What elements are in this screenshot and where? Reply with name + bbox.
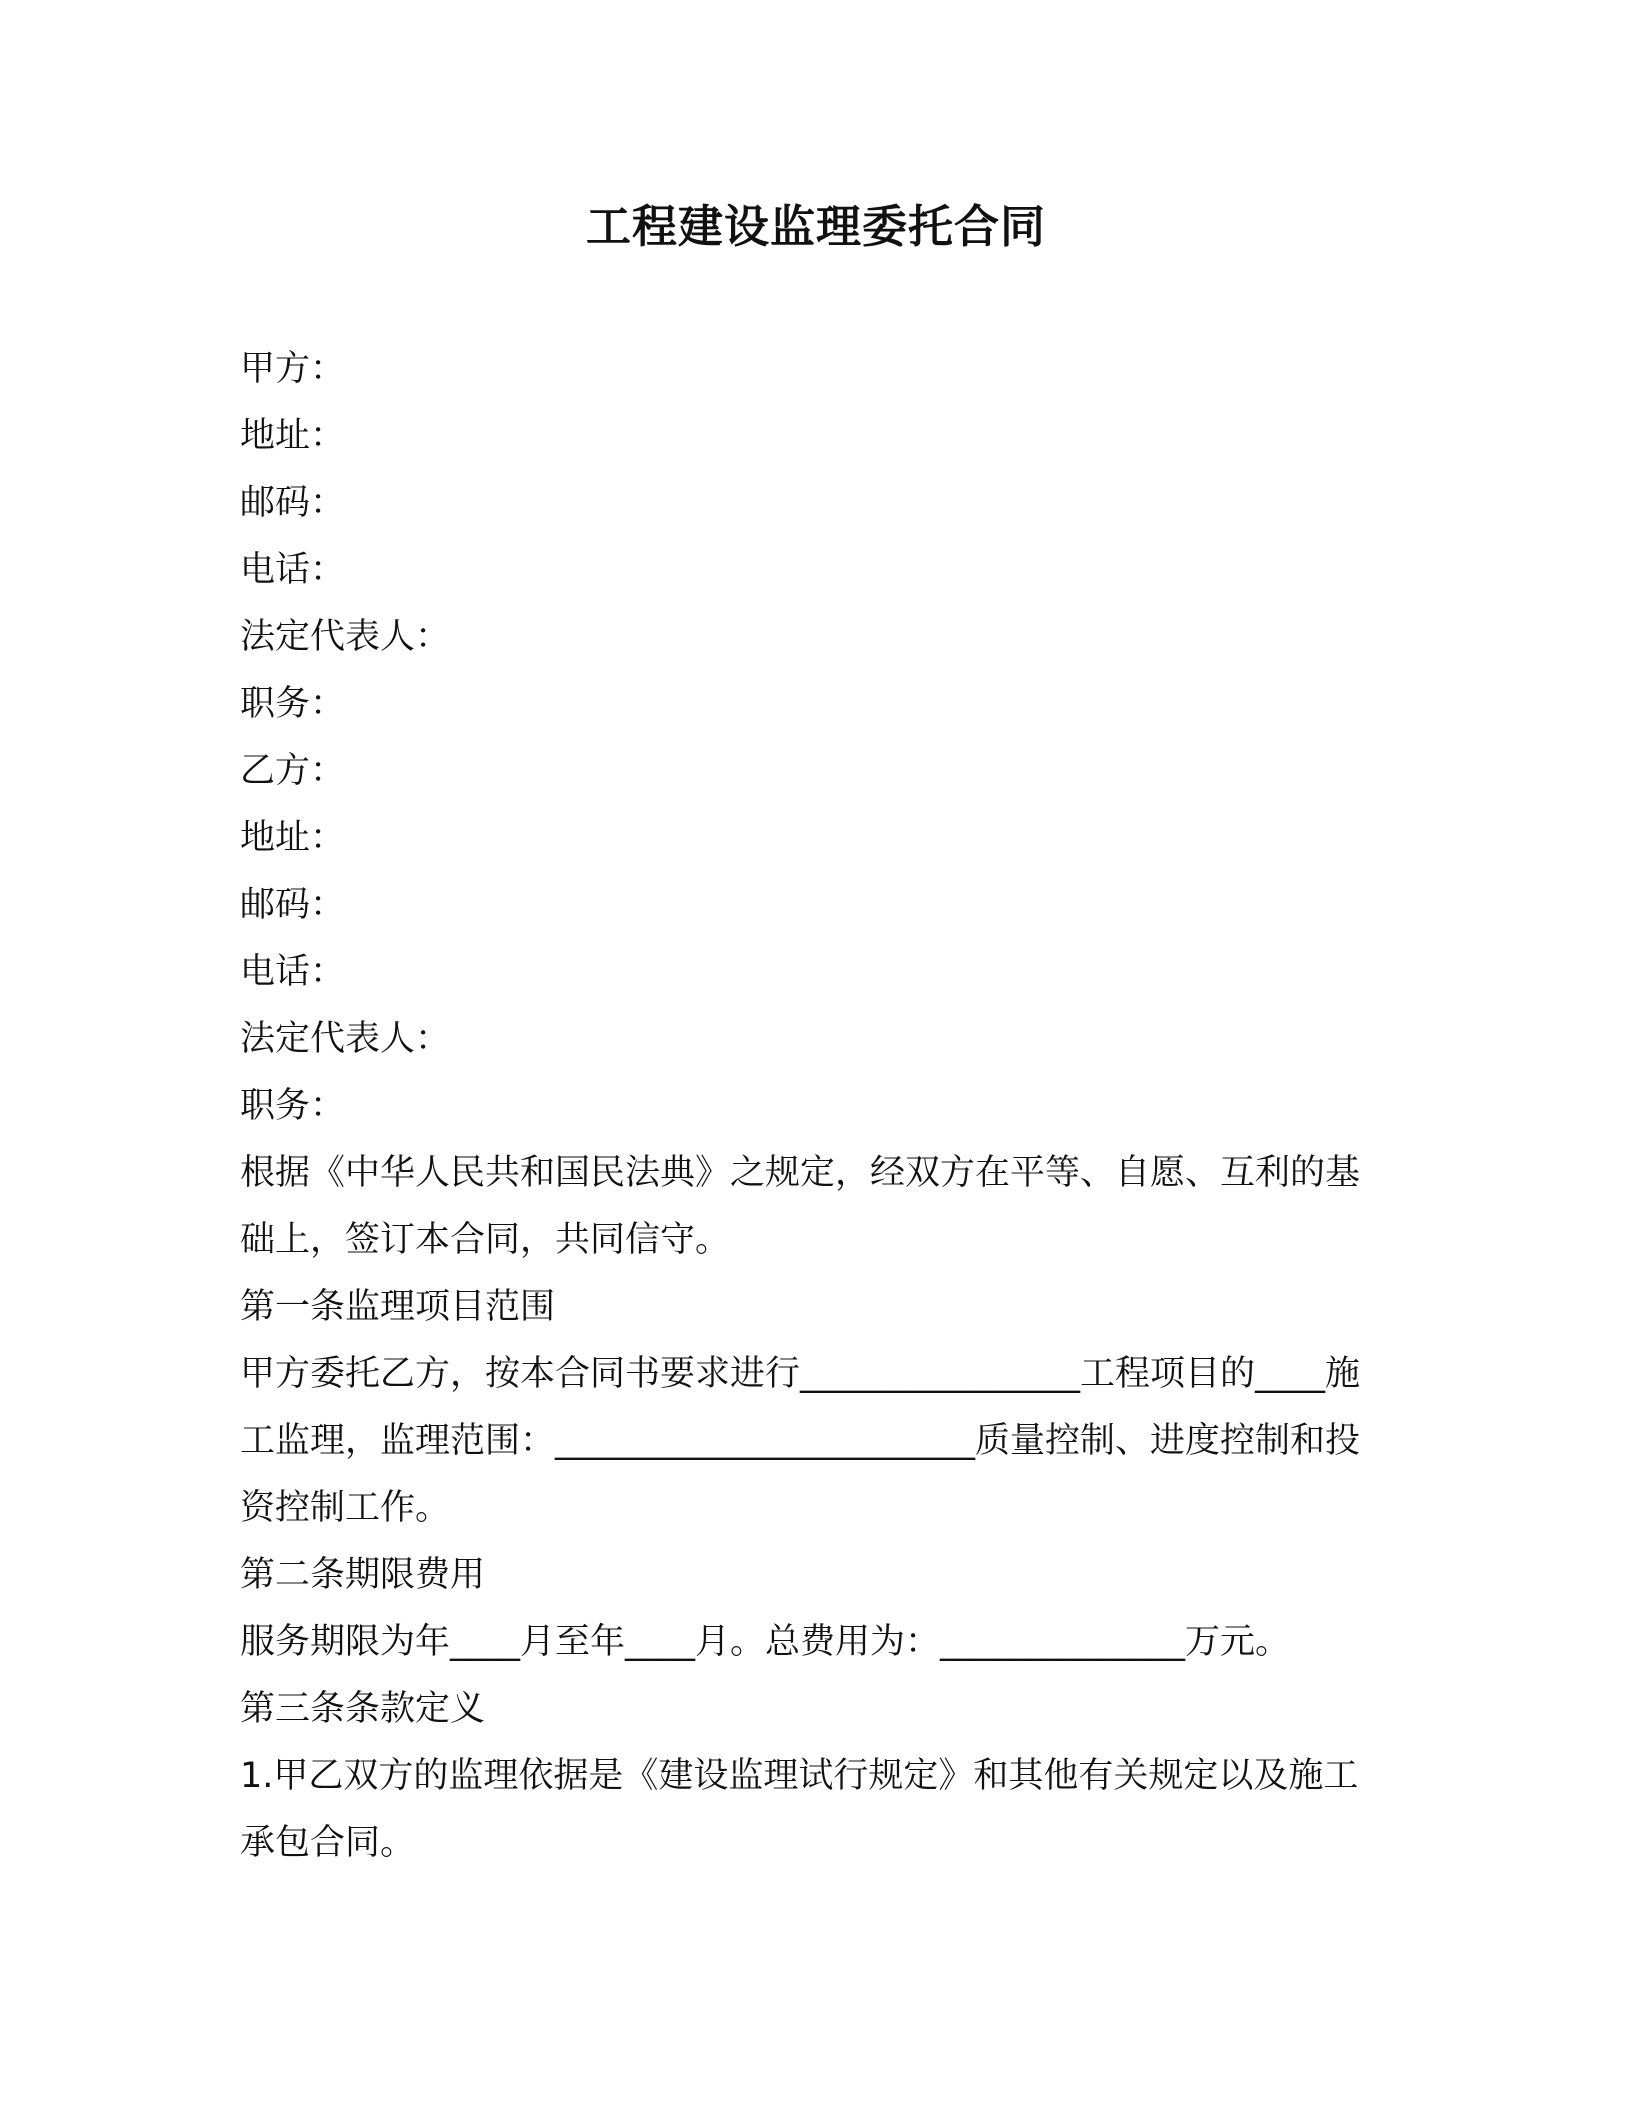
party-a-legal-rep-label: 法定代表人： bbox=[240, 617, 451, 657]
article-1-paragraph: 甲方委托乙方，按本合同书要求进行________________工程项目的____施工监理，监理范围：________________________质量控制、进度控制和投资控制工作。 bbox=[240, 1354, 1361, 1528]
party-b-label: 乙方： bbox=[240, 751, 346, 791]
party-a-label: 甲方： bbox=[240, 349, 346, 389]
document-title: 工程建设监理委托合同 bbox=[585, 200, 1046, 253]
party-b-legal-rep-label: 法定代表人： bbox=[240, 1019, 451, 1059]
party-a-position-label: 职务： bbox=[240, 684, 346, 724]
party-b-postcode-label: 邮码： bbox=[240, 885, 346, 925]
article-3-item-1: 1.甲乙双方的监理依据是《建设监理试行规定》和其他有关规定以及施工承包合同。 bbox=[240, 1756, 1359, 1863]
party-b-phone-label: 电话： bbox=[240, 952, 346, 992]
party-b-position-label: 职务： bbox=[240, 1086, 346, 1126]
article-3-heading: 第三条条款定义 bbox=[240, 1689, 486, 1729]
article-2-heading: 第二条期限费用 bbox=[240, 1555, 486, 1595]
article-2-paragraph: 服务期限为年____月至年____月。总费用为：______________万元。 bbox=[240, 1622, 1291, 1662]
party-a-address-label: 地址： bbox=[240, 416, 346, 456]
party-b-address-label: 地址： bbox=[240, 818, 346, 858]
party-a-phone-label: 电话： bbox=[240, 550, 346, 590]
party-a-postcode-label: 邮码： bbox=[240, 483, 346, 523]
article-1-heading: 第一条监理项目范围 bbox=[240, 1287, 556, 1327]
document-body bbox=[240, 336, 1390, 1877]
preamble-paragraph: 根据《中华人民共和国民法典》之规定，经双方在平等、自愿、互利的基础上，签订本合同，共同信守。 bbox=[240, 1153, 1361, 1260]
